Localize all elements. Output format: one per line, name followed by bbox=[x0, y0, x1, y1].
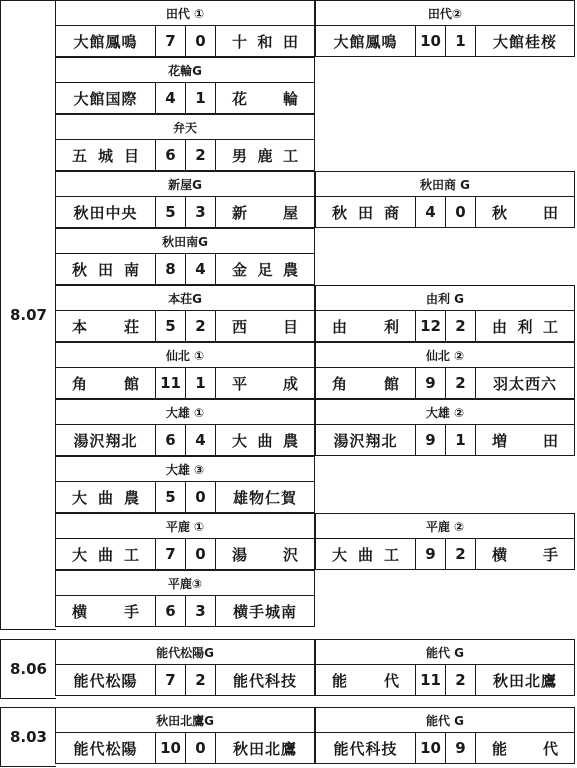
venue-label: 弁天 bbox=[55, 114, 315, 139]
home-score: 9 bbox=[415, 367, 445, 399]
venue-label: 由利 G bbox=[315, 285, 575, 310]
home-team bbox=[55, 595, 155, 627]
away-team-char: 湯 bbox=[232, 545, 248, 564]
away-score: 0 bbox=[445, 196, 475, 228]
home-team-char: 工 bbox=[383, 545, 399, 564]
home-team bbox=[55, 139, 155, 171]
home-team-char: 横 bbox=[72, 602, 88, 621]
home-team-char: 本 bbox=[72, 317, 88, 336]
away-team-text: 大館桂桜 bbox=[492, 32, 557, 51]
home-score: 10 bbox=[415, 25, 445, 57]
venue-label: 大雄 ③ bbox=[55, 456, 315, 481]
away-team-char: 男 bbox=[232, 146, 248, 165]
away-score: 2 bbox=[445, 367, 475, 399]
home-team-char: 館 bbox=[383, 374, 399, 393]
away-team bbox=[475, 367, 575, 399]
away-score: 0 bbox=[185, 481, 215, 513]
home-score: 5 bbox=[155, 481, 185, 513]
home-team-char: 由 bbox=[332, 317, 348, 336]
home-team-char: 代 bbox=[383, 671, 399, 690]
home-team bbox=[55, 196, 155, 228]
away-team-text: 秋田北鷹 bbox=[232, 739, 297, 758]
away-team bbox=[215, 367, 315, 399]
venue-label: 仙北 ① bbox=[55, 342, 315, 367]
home-team-char: 角 bbox=[332, 374, 348, 393]
home-team-char: 城 bbox=[97, 146, 113, 165]
home-score: 6 bbox=[155, 595, 185, 627]
away-team bbox=[215, 82, 315, 114]
away-score: 2 bbox=[445, 664, 475, 696]
home-score: 6 bbox=[155, 139, 185, 171]
away-team-text: 能代科技 bbox=[232, 671, 297, 690]
away-score: 1 bbox=[445, 424, 475, 456]
away-team-char: 新 bbox=[232, 203, 248, 222]
away-team-text: 羽太西六 bbox=[492, 374, 557, 393]
away-score: 2 bbox=[185, 310, 215, 342]
home-team-char: 曲 bbox=[97, 488, 113, 507]
away-team bbox=[215, 25, 315, 57]
home-team bbox=[315, 664, 415, 696]
home-score: 7 bbox=[155, 664, 185, 696]
home-team-char: 荘 bbox=[123, 317, 139, 336]
date-block-8.03 bbox=[0, 707, 576, 764]
home-score: 8 bbox=[155, 253, 185, 285]
away-team bbox=[215, 139, 315, 171]
away-team-char: 平 bbox=[232, 374, 248, 393]
home-team-char: 角 bbox=[72, 374, 88, 393]
home-team-char: 館 bbox=[123, 374, 139, 393]
away-team-char: 屋 bbox=[282, 203, 298, 222]
venue-label: 秋田商 G bbox=[315, 171, 575, 196]
away-team-char: 目 bbox=[282, 317, 298, 336]
home-score: 10 bbox=[415, 732, 445, 764]
home-team-char: 利 bbox=[383, 317, 399, 336]
home-team-char: 工 bbox=[123, 545, 139, 564]
home-team-char: 大 bbox=[72, 488, 88, 507]
home-team bbox=[55, 664, 155, 696]
home-team bbox=[55, 25, 155, 57]
away-team bbox=[475, 732, 575, 764]
away-score: 2 bbox=[185, 664, 215, 696]
match-date: 8.07 bbox=[0, 0, 56, 630]
home-team-char: 田 bbox=[97, 260, 113, 279]
home-team bbox=[315, 367, 415, 399]
venue-label: 能代 G bbox=[315, 707, 575, 732]
away-score: 0 bbox=[185, 732, 215, 764]
away-team bbox=[475, 196, 575, 228]
home-team-char: 商 bbox=[383, 203, 399, 222]
home-score: 5 bbox=[155, 310, 185, 342]
home-team-char: 南 bbox=[123, 260, 139, 279]
away-team bbox=[475, 424, 575, 456]
home-team-char: 曲 bbox=[357, 545, 373, 564]
away-team-char: 金 bbox=[232, 260, 248, 279]
home-team-text: 大館国際 bbox=[73, 89, 138, 108]
venue-label: 仙北 ② bbox=[315, 342, 575, 367]
away-team-char: 鹿 bbox=[257, 146, 273, 165]
match-date: 8.06 bbox=[0, 639, 56, 699]
home-team-char: 田 bbox=[357, 203, 373, 222]
venue-label: 田代② bbox=[315, 0, 575, 25]
home-team-char: 能 bbox=[332, 671, 348, 690]
home-team bbox=[55, 424, 155, 456]
away-team bbox=[215, 424, 315, 456]
home-score: 11 bbox=[155, 367, 185, 399]
home-score: 4 bbox=[415, 196, 445, 228]
home-score: 7 bbox=[155, 538, 185, 570]
away-team-char: 工 bbox=[282, 146, 298, 165]
venue-label: 田代 ① bbox=[55, 0, 315, 25]
venue-label: 花輪G bbox=[55, 57, 315, 82]
away-team-char: 田 bbox=[542, 203, 558, 222]
away-team-char: 曲 bbox=[257, 431, 273, 450]
away-score: 0 bbox=[185, 25, 215, 57]
home-team-char: 秋 bbox=[72, 260, 88, 279]
home-team bbox=[55, 481, 155, 513]
away-team bbox=[215, 310, 315, 342]
venue-label: 平鹿 ② bbox=[315, 513, 575, 538]
away-score: 3 bbox=[185, 595, 215, 627]
away-team bbox=[475, 538, 575, 570]
venue-label: 秋田南G bbox=[55, 228, 315, 253]
away-team-char: 西 bbox=[232, 317, 248, 336]
away-score: 3 bbox=[185, 196, 215, 228]
home-score: 11 bbox=[415, 664, 445, 696]
home-team-char: 曲 bbox=[97, 545, 113, 564]
away-team bbox=[215, 538, 315, 570]
home-team bbox=[55, 367, 155, 399]
home-team bbox=[55, 310, 155, 342]
away-team-char: 代 bbox=[542, 739, 558, 758]
home-team bbox=[315, 310, 415, 342]
away-team-char: 大 bbox=[232, 431, 248, 450]
away-team-char: 秋 bbox=[492, 203, 508, 222]
away-team-text: 横手城南 bbox=[232, 602, 297, 621]
home-team-char: 大 bbox=[332, 545, 348, 564]
home-team bbox=[55, 538, 155, 570]
home-team-text: 秋田中央 bbox=[73, 203, 138, 222]
home-score: 9 bbox=[415, 424, 445, 456]
away-team-char: 能 bbox=[492, 739, 508, 758]
away-team bbox=[215, 732, 315, 764]
home-score: 7 bbox=[155, 25, 185, 57]
home-team-text: 湯沢翔北 bbox=[73, 431, 138, 450]
home-team-char: 大 bbox=[72, 545, 88, 564]
home-team-text: 能代科技 bbox=[333, 739, 398, 758]
home-team bbox=[315, 25, 415, 57]
venue-label: 平鹿 ① bbox=[55, 513, 315, 538]
away-score: 4 bbox=[185, 253, 215, 285]
away-team-char: 工 bbox=[542, 317, 558, 336]
away-team-char: 増 bbox=[492, 431, 508, 450]
away-team-char: 足 bbox=[257, 260, 273, 279]
away-team-char: 沢 bbox=[282, 545, 298, 564]
home-team bbox=[55, 732, 155, 764]
away-team-char: 農 bbox=[282, 260, 298, 279]
home-team-text: 大館鳳鳴 bbox=[73, 32, 138, 51]
away-team-char: 和 bbox=[257, 32, 273, 51]
match-date: 8.03 bbox=[0, 707, 56, 767]
away-score: 0 bbox=[185, 538, 215, 570]
venue-label: 秋田北鷹G bbox=[55, 707, 315, 732]
away-team-char: 花 bbox=[232, 89, 248, 108]
home-score: 12 bbox=[415, 310, 445, 342]
away-team-char: 田 bbox=[542, 431, 558, 450]
home-score: 4 bbox=[155, 82, 185, 114]
away-team-char: 利 bbox=[517, 317, 533, 336]
away-team bbox=[215, 664, 315, 696]
away-team-char: 田 bbox=[282, 32, 298, 51]
home-team bbox=[315, 732, 415, 764]
home-team-text: 大館鳳鳴 bbox=[333, 32, 398, 51]
away-score: 4 bbox=[185, 424, 215, 456]
away-team-char: 農 bbox=[282, 431, 298, 450]
home-team-char: 目 bbox=[123, 146, 139, 165]
away-team bbox=[475, 664, 575, 696]
away-team bbox=[215, 196, 315, 228]
away-score: 2 bbox=[445, 310, 475, 342]
home-team bbox=[315, 424, 415, 456]
home-team bbox=[315, 538, 415, 570]
venue-label: 大雄 ② bbox=[315, 399, 575, 424]
home-team-text: 能代松陽 bbox=[73, 739, 138, 758]
home-team bbox=[55, 253, 155, 285]
away-team bbox=[215, 253, 315, 285]
home-team-char: 手 bbox=[123, 602, 139, 621]
venue-label: 大雄 ① bbox=[55, 399, 315, 424]
home-score: 6 bbox=[155, 424, 185, 456]
away-score: 9 bbox=[445, 732, 475, 764]
home-team-char: 農 bbox=[123, 488, 139, 507]
venue-label: 本荘G bbox=[55, 285, 315, 310]
away-score: 1 bbox=[445, 25, 475, 57]
home-score: 9 bbox=[415, 538, 445, 570]
home-team bbox=[315, 196, 415, 228]
away-team-text: 秋田北鷹 bbox=[492, 671, 557, 690]
home-team-text: 能代松陽 bbox=[73, 671, 138, 690]
away-team bbox=[215, 481, 315, 513]
home-team-char: 秋 bbox=[332, 203, 348, 222]
home-team-char: 五 bbox=[72, 146, 88, 165]
away-team-text: 雄物仁賀 bbox=[232, 488, 297, 507]
home-score: 5 bbox=[155, 196, 185, 228]
away-team bbox=[475, 310, 575, 342]
away-team bbox=[475, 25, 575, 57]
home-score: 10 bbox=[155, 732, 185, 764]
away-team-char: 十 bbox=[232, 32, 248, 51]
home-team bbox=[55, 82, 155, 114]
date-block-8.06 bbox=[0, 639, 576, 696]
venue-label: 新屋G bbox=[55, 171, 315, 196]
away-team-char: 輪 bbox=[282, 89, 298, 108]
away-score: 1 bbox=[185, 82, 215, 114]
venue-label: 能代松陽G bbox=[55, 639, 315, 664]
away-score: 2 bbox=[445, 538, 475, 570]
away-team-char: 横 bbox=[492, 545, 508, 564]
away-team bbox=[215, 595, 315, 627]
away-score: 2 bbox=[185, 139, 215, 171]
away-team-char: 由 bbox=[492, 317, 508, 336]
venue-label: 能代 G bbox=[315, 639, 575, 664]
away-team-char: 成 bbox=[282, 374, 298, 393]
home-team-text: 湯沢翔北 bbox=[333, 431, 398, 450]
away-score: 1 bbox=[185, 367, 215, 399]
venue-label: 平鹿③ bbox=[55, 570, 315, 595]
away-team-char: 手 bbox=[542, 545, 558, 564]
